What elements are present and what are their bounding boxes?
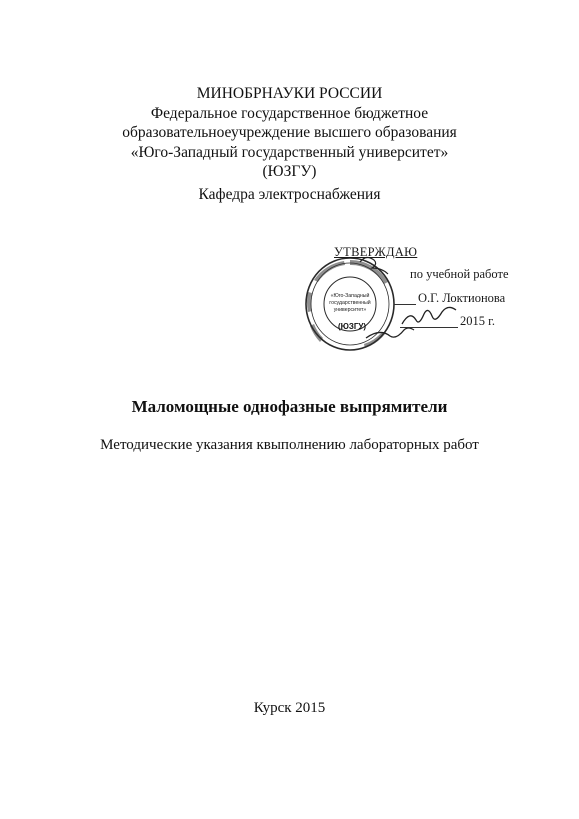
institution-type-line: Федеральное государственное бюджетное <box>150 104 429 122</box>
document-title: Маломощные однофазные выпрямители <box>131 397 448 416</box>
department-name: Кафедра электроснабжения <box>198 186 381 203</box>
handwritten-signature-icon <box>400 304 460 332</box>
ministry-name: МИНОБРНАУКИ РОССИИ <box>196 85 383 102</box>
city-year: Курск 2015 <box>253 700 326 716</box>
approval-date: 2015 г. <box>460 314 495 328</box>
university-abbreviation: (ЮЗГУ) <box>262 163 317 180</box>
university-seal-icon <box>300 250 416 356</box>
approval-title: УТВЕРЖДАЮ <box>334 245 418 259</box>
approval-role: по учебной работе <box>410 267 509 281</box>
seal-inner-line-1: «Юго-Западный <box>330 293 370 299</box>
institution-type-line-2: образовательноеучреждение высшего образования <box>122 124 457 141</box>
university-name: «Юго-Западный государственный университет» <box>130 143 449 161</box>
seal-bottom-text: (ЮЗГУ) <box>337 322 367 331</box>
document-subtitle: Методические указания квыполнению лабораторных работ <box>100 437 479 453</box>
seal-inner-line-2: государственный <box>329 300 371 306</box>
approval-name: О.Г. Локтионова <box>418 291 506 305</box>
institution-header <box>0 84 579 182</box>
approval-block <box>300 240 540 360</box>
seal-inner-line-3: университет» <box>333 307 367 313</box>
